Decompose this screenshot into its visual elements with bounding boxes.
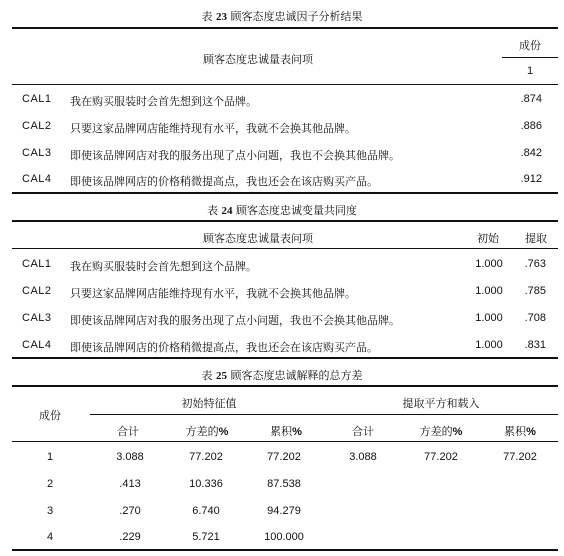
row-item-text: 只要这家品牌网店能维持现有水平，我就不会换其他品牌。: [70, 287, 356, 300]
row-extract: .763: [524, 258, 546, 270]
row-cumulative: 87.538: [267, 478, 301, 490]
table24-top-rule: [12, 220, 558, 222]
row-code: CAL4: [22, 339, 52, 351]
row-total: .270: [119, 505, 141, 517]
table25-sub-e-variance: 方差的%: [419, 425, 463, 438]
row-component: 4: [46, 531, 54, 543]
table25-sub-total: 合计: [117, 425, 139, 438]
row-variance: 5.721: [192, 531, 220, 543]
table25-sub-e-total: 合计: [352, 425, 374, 438]
table25-header-component: 成份: [39, 409, 61, 422]
row-initial: 1.000: [475, 258, 503, 270]
row-item-text: 我在购买服装时会首先想到这个品牌。: [70, 95, 257, 108]
row-code: CAL4: [22, 173, 52, 185]
table24-header-item: 顾客态度忠诚量表问项: [203, 232, 313, 245]
table25-sub-cumulative: 累积%: [270, 425, 302, 438]
table25-group-initial: 初始特征值: [181, 397, 237, 410]
row-e-cumulative: 77.202: [503, 451, 537, 463]
row-item-text: 即使该品牌网店的价格稍微提高点，我也还会在该店购买产品。: [70, 175, 378, 188]
row-component: 1: [46, 451, 54, 463]
table23-header-component-num: 1: [526, 65, 534, 77]
table25-top-rule: [12, 385, 558, 387]
row-initial: 1.000: [475, 285, 503, 297]
table23-header-component: 成份: [519, 39, 541, 52]
row-e-variance: 77.202: [424, 451, 458, 463]
row-value: .842: [520, 147, 542, 159]
row-value: .886: [520, 120, 542, 132]
row-e-total: 3.088: [349, 451, 377, 463]
row-total: .413: [119, 478, 141, 490]
table25-sub-e-cumulative: 累积%: [504, 425, 536, 438]
row-extract: .785: [524, 285, 546, 297]
row-item-text: 即使该品牌网店对我的服务出现了点小问题，我也不会换其他品牌。: [70, 149, 400, 162]
row-total: .229: [119, 531, 141, 543]
row-code: CAL1: [22, 258, 52, 270]
table23-subheader-rule: [502, 57, 558, 58]
row-variance: 10.336: [189, 478, 223, 490]
table24-header-initial: 初始: [477, 232, 499, 245]
row-component: 3: [46, 505, 54, 517]
row-extract: .708: [524, 312, 546, 324]
table23-caption: 表 23 顾客态度忠诚因子分析结果: [201, 10, 363, 23]
row-initial: 1.000: [475, 339, 503, 351]
table23-bottom-rule: [12, 192, 558, 194]
row-value: .874: [520, 93, 542, 105]
table25-bottom-rule: [12, 549, 558, 551]
row-cumulative: 100.000: [264, 531, 304, 543]
row-variance: 77.202: [189, 451, 223, 463]
table23-header-rule: [12, 84, 558, 85]
row-variance: 6.740: [192, 505, 220, 517]
row-item-text: 即使该品牌网店对我的服务出现了点小问题，我也不会换其他品牌。: [70, 314, 400, 327]
table25-header-rule: [12, 441, 558, 442]
table25-sub-variance: 方差的%: [185, 425, 229, 438]
row-item-text: 即使该品牌网店的价格稍微提高点，我也还会在该店购买产品。: [70, 341, 378, 354]
row-total: 3.088: [116, 451, 144, 463]
table24-header-extract: 提取: [525, 232, 547, 245]
table24-caption: 表 24 顾客态度忠诚变量共同度: [207, 204, 357, 217]
row-item-text: 我在购买服装时会首先想到这个品牌。: [70, 260, 257, 273]
table24-header-rule: [12, 248, 558, 249]
row-initial: 1.000: [475, 312, 503, 324]
row-code: CAL1: [22, 93, 52, 105]
row-cumulative: 77.202: [267, 451, 301, 463]
row-code: CAL3: [22, 147, 52, 159]
row-cumulative: 94.279: [267, 505, 301, 517]
row-code: CAL2: [22, 120, 52, 132]
table25-group-rule: [90, 414, 558, 415]
table25-group-extract: 提取平方和载入: [402, 397, 480, 410]
table23-header-item: 顾客态度忠诚量表问项: [203, 53, 313, 66]
table23-top-rule: [12, 27, 558, 29]
table25-caption: 表 25 顾客态度忠诚解释的总方差: [201, 369, 363, 382]
row-value: .912: [520, 173, 542, 185]
row-item-text: 只要这家品牌网店能维持现有水平，我就不会换其他品牌。: [70, 122, 356, 135]
row-code: CAL2: [22, 285, 52, 297]
row-extract: .831: [524, 339, 546, 351]
table24-bottom-rule: [12, 357, 558, 359]
row-code: CAL3: [22, 312, 52, 324]
row-component: 2: [46, 478, 54, 490]
